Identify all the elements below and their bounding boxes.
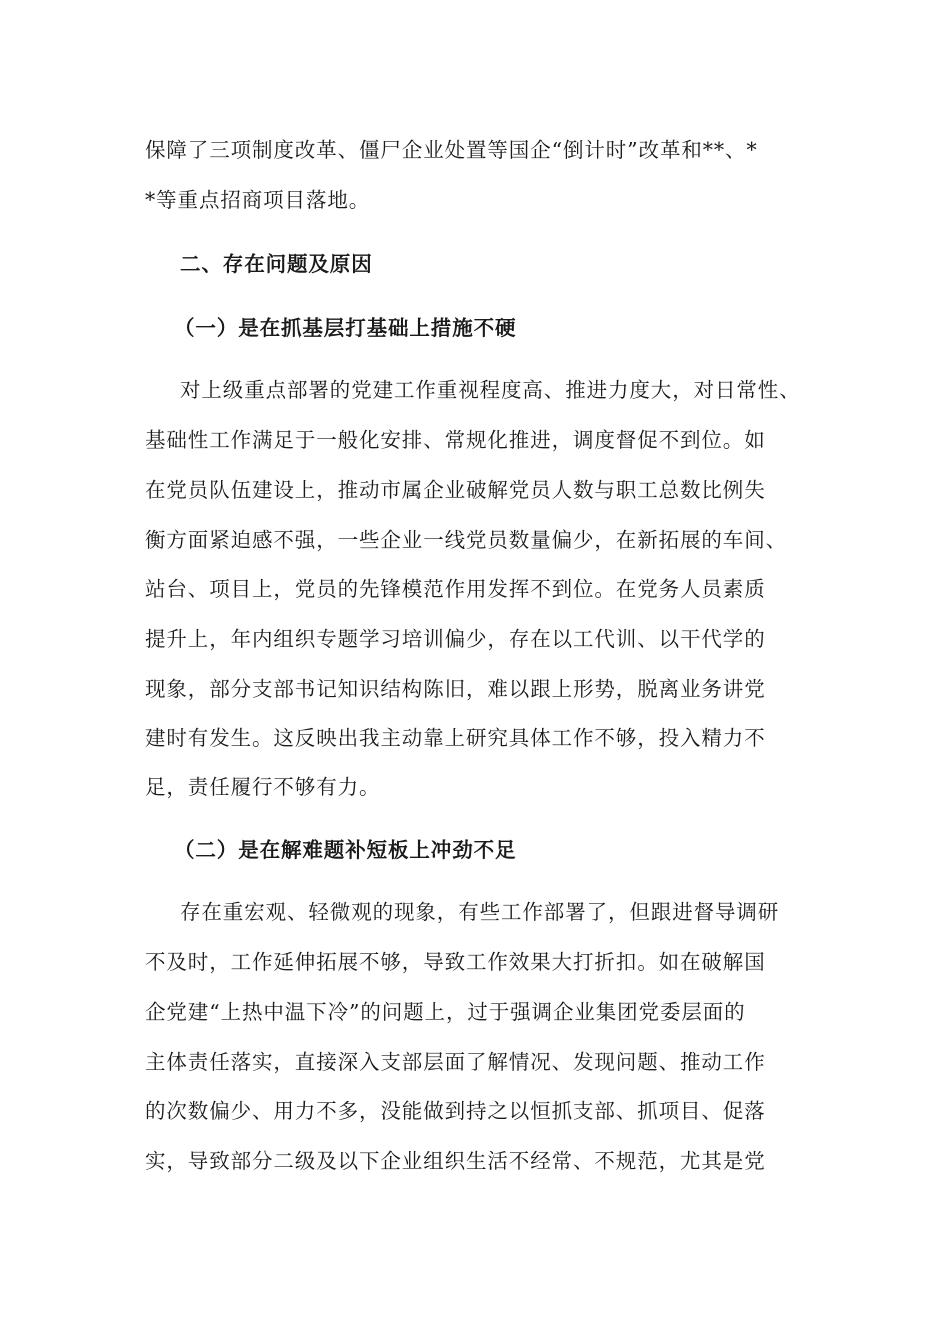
paragraph-1-line-7: 现象，部分支部书记知识结构陈旧，难以跟上形势，脱离业务讲党 — [145, 677, 766, 701]
paragraph-1-line-6: 提升上，年内组织专题学习培训偏少，存在以工代训、以干代学的 — [145, 627, 766, 651]
paragraph-2-line-6: 实，导致部分二级及以下企业组织生活不经常、不规范，尤其是党 — [145, 1149, 766, 1173]
paragraph-1-line-3: 在党员队伍建设上，推动市属企业破解党员人数与职工总数比例失 — [145, 478, 766, 502]
paragraph-2-line-3: 企党建“上热中温下冷”的问题上，过于强调企业集团党委层面的 — [145, 1000, 746, 1024]
paragraph-2-line-1: 存在重宏观、轻微观的现象，有些工作部署了，但跟进督导调研 — [180, 900, 780, 924]
section-heading: 二、存在问题及原因 — [180, 252, 373, 276]
paragraph-1-line-4: 衡方面紧迫感不强，一些企业一线党员数量偏少，在新拓展的车间、 — [145, 528, 787, 552]
paragraph-1-line-2: 基础性工作满足于一般化安排、常规化推进，调度督促不到位。如 — [145, 428, 766, 452]
subheading-2: （二）是在解难题补短板上冲劲不足 — [174, 838, 517, 862]
paragraph-1-line-5: 站台、项目上，党员的先锋模范作用发挥不到位。在党务人员素质 — [145, 577, 766, 601]
subheading-1: （一）是在抓基层打基础上措施不硬 — [174, 316, 517, 340]
paragraph-1-line-9: 足，责任履行不够有力。 — [145, 775, 381, 799]
paragraph-2-line-5: 的次数偏少、用力不多，没能做到持之以恒抓支部、抓项目、促落 — [145, 1099, 766, 1123]
paragraph-1-line-8: 建时有发生。这反映出我主动靠上研究具体工作不够，投入精力不 — [145, 726, 766, 750]
paragraph-continuation-line-1: 保障了三项制度改革、僵尸企业处置等国企“倒计时”改革和**、* — [145, 138, 758, 162]
paragraph-1-line-1: 对上级重点部署的党建工作重视程度高、推进力度大，对日常性、 — [180, 378, 801, 402]
paragraph-2-line-4: 主体责任落实，直接深入支部层面了解情况、发现问题、推动工作 — [145, 1050, 766, 1074]
paragraph-continuation-line-2: *等重点招商项目落地。 — [145, 188, 371, 212]
paragraph-2-line-2: 不及时，工作延伸拓展不够，导致工作效果大打折扣。如在破解国 — [145, 950, 766, 974]
